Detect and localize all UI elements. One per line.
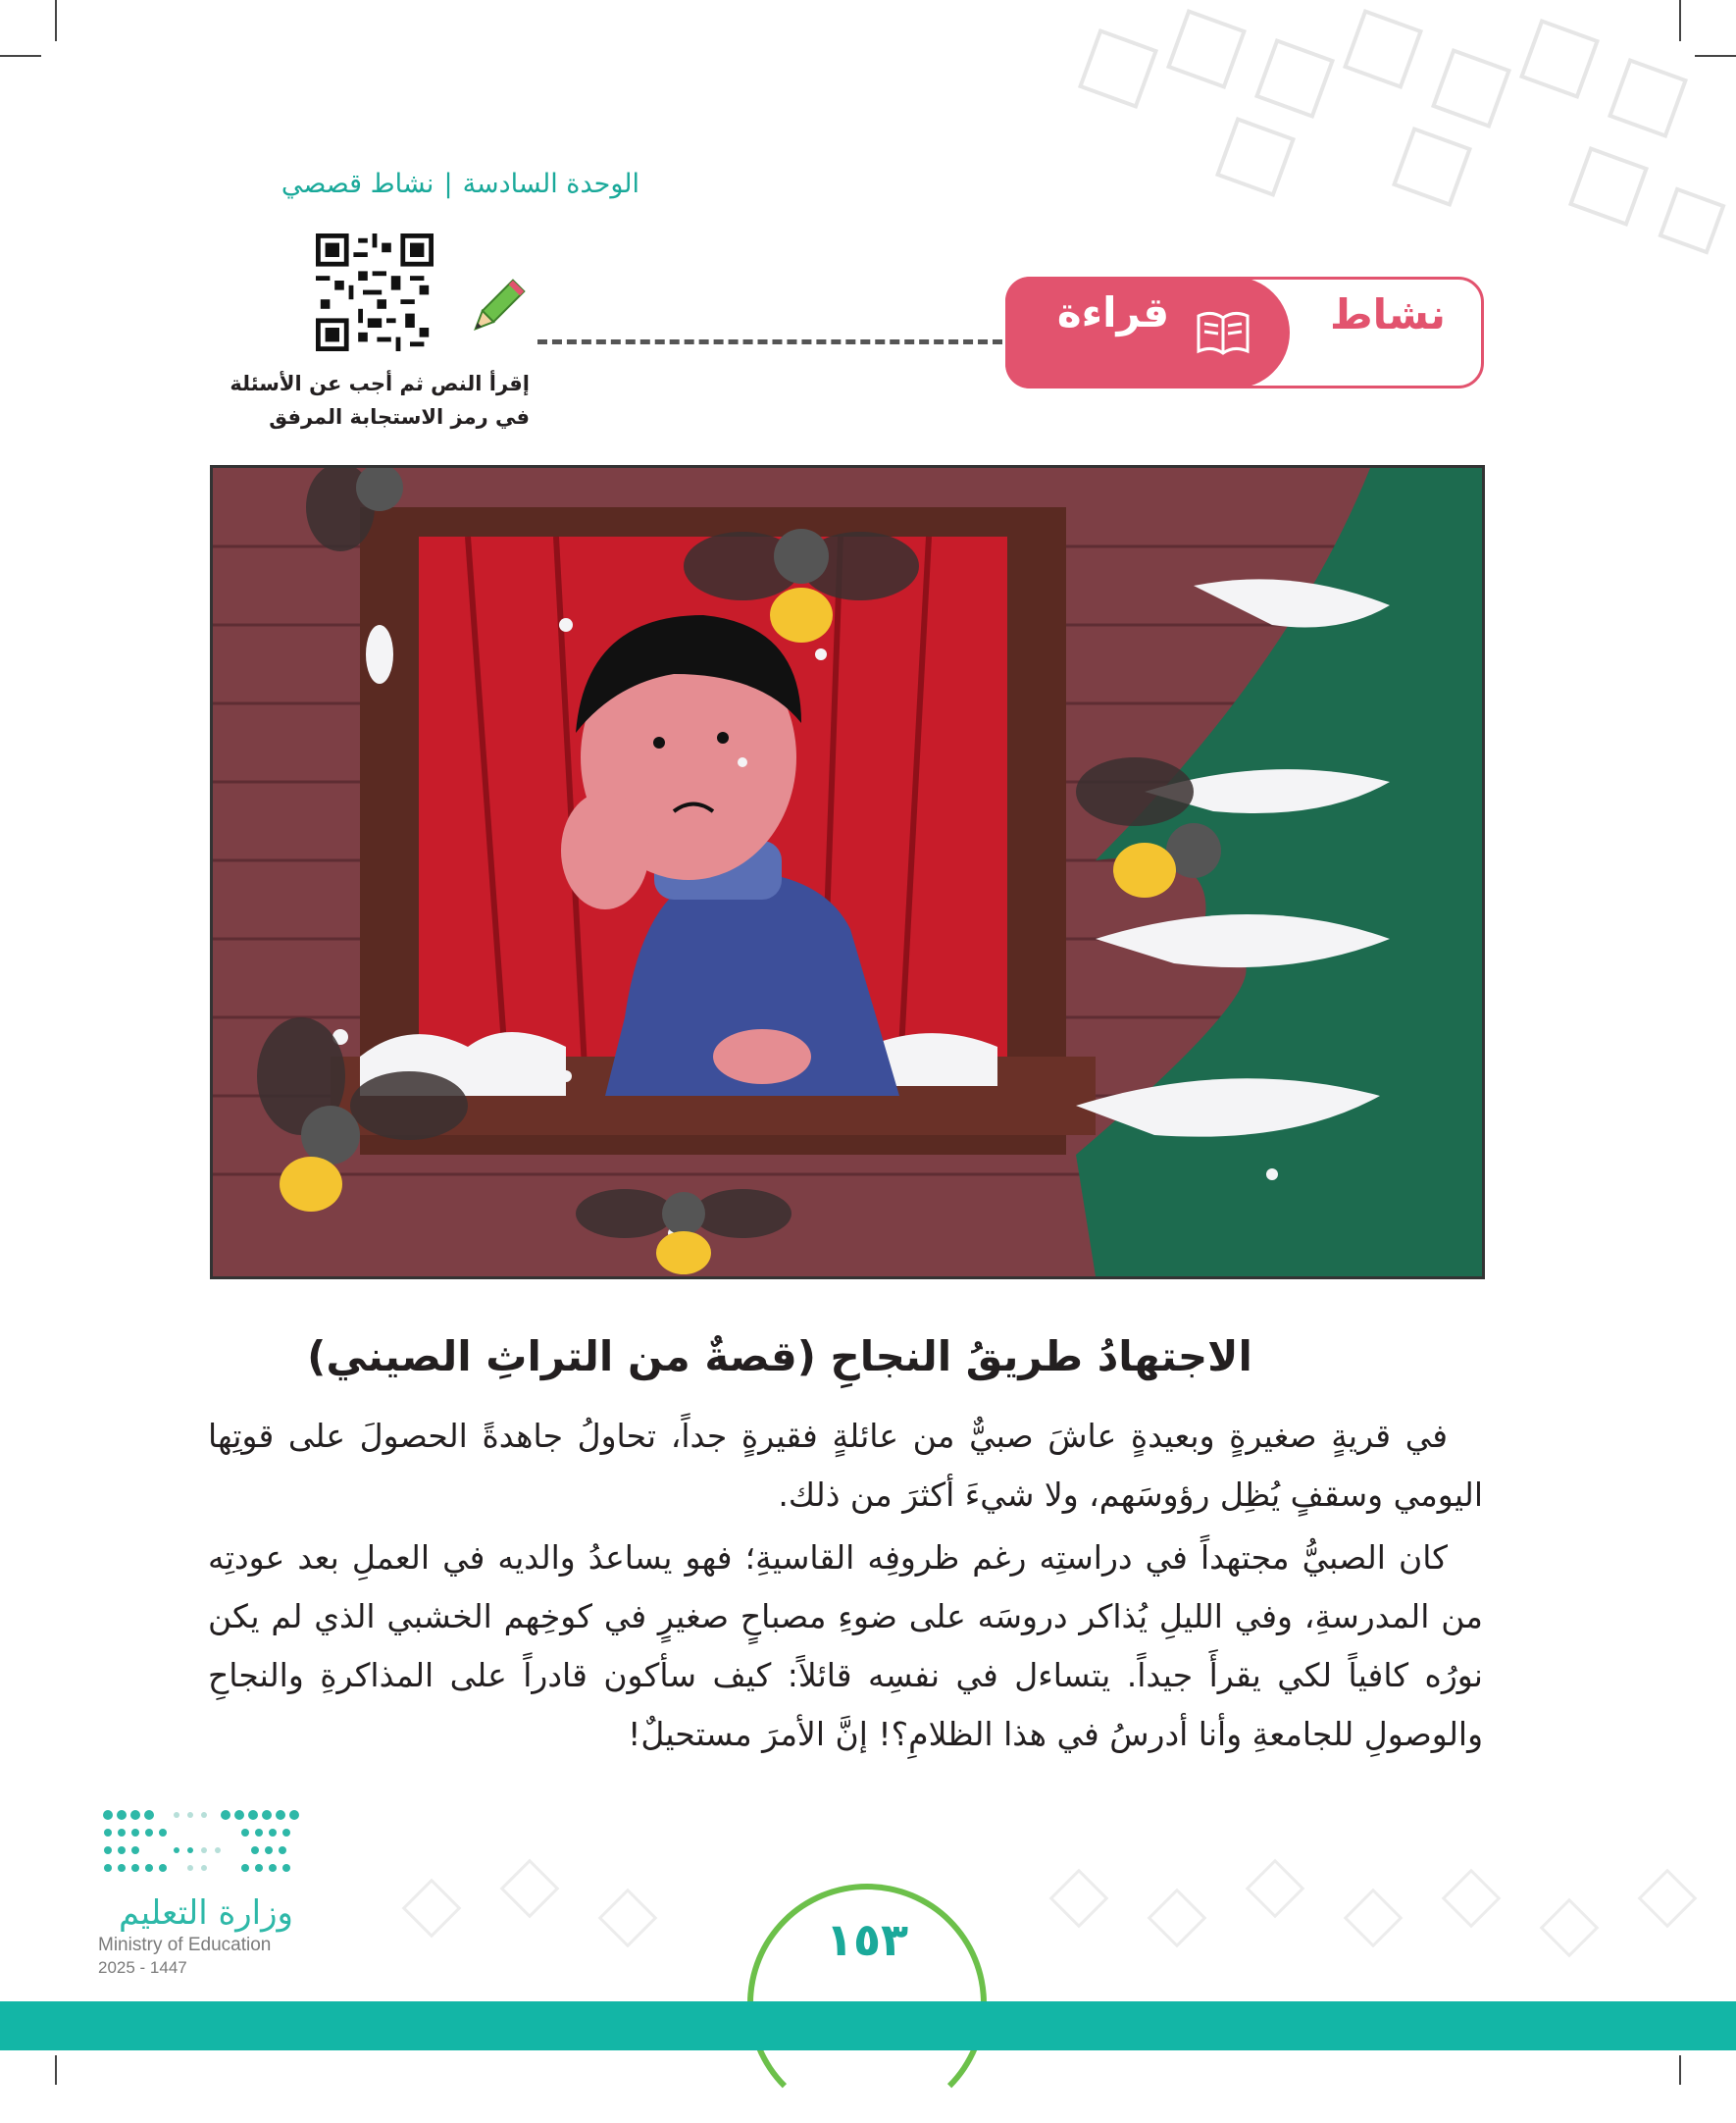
- crop-mark: [0, 55, 41, 57]
- story-illustration: [210, 465, 1485, 1279]
- footer-band-overlay: [0, 2001, 1736, 2050]
- ministry-name-english: Ministry of Education: [98, 1935, 272, 1955]
- story-paragraph: كان الصبيُّ مجتهداً في دراستِه رغم ظروفِه القاسيةِ؛ فهو يساعدُ والديه في العملِ بعد عودتِه من المدرسةِ، وفي الليلِ يُذاكر دروسَه على ضوءِ مصباحٍ صغيرٍ في كوخِهم الخشبي الذي لم يكن نورُه كافياً لكي يقرأَ جيداً. يتساءل في نفسِه قائلاً: كيف سأكون قادراً على المذاكرةِ والنجاحِ والوصولِ للجامعةِ وأنا أدرسُ في هذا الظلامِ؟! إنَّ الأمرَ مستحيلٌ!: [208, 1538, 1483, 1753]
- book-icon: [1193, 302, 1253, 363]
- instruction-line: في رمز الاستجابة المرفق: [269, 405, 530, 429]
- activity-type: نشاط قصصي: [281, 169, 434, 199]
- instruction-line: إقرأ النص ثم أجب عن الأسئلة: [230, 372, 530, 395]
- activity-label: نشاط: [1330, 290, 1446, 338]
- boy-at-window-illustration: [213, 468, 1482, 1276]
- reading-label: قراءة: [1056, 288, 1170, 337]
- unit-header: [208, 169, 639, 199]
- crop-mark: [55, 2055, 57, 2085]
- story-title: الاجتهادُ طريقُ النجاحِ (قصةٌ من التراثِ الصيني): [307, 1332, 1252, 1380]
- page-number: ١٥٣: [825, 1913, 909, 1966]
- ministry-logo-dots: [98, 1805, 314, 1888]
- dashed-divider: [537, 339, 1002, 344]
- crop-mark: [1679, 2055, 1681, 2085]
- story-paragraph: في قريةٍ صغيرةٍ وبعيدةٍ عاشَ صبيٌّ من عائلةٍ فقيرةٍ جداً، تحاولُ جاهدةً الحصولَ على قوتِها اليومي وسقفٍ يُظِل رؤوسَهم، ولا شيءَ أكثرَ من ذلك.: [208, 1417, 1483, 1514]
- qr-instructions: [206, 367, 530, 434]
- decorative-pattern: [1030, 0, 1736, 294]
- qr-code[interactable]: [316, 233, 434, 351]
- header-separator: |: [443, 169, 453, 199]
- ministry-year: 2025 - 1447: [98, 1958, 187, 1977]
- pencil-icon: [461, 273, 532, 343]
- ministry-name-arabic: وزارة التعليم: [119, 1893, 293, 1933]
- story-body: [208, 1407, 1483, 1764]
- crop-mark: [55, 0, 57, 41]
- unit-name: الوحدة السادسة: [462, 169, 639, 199]
